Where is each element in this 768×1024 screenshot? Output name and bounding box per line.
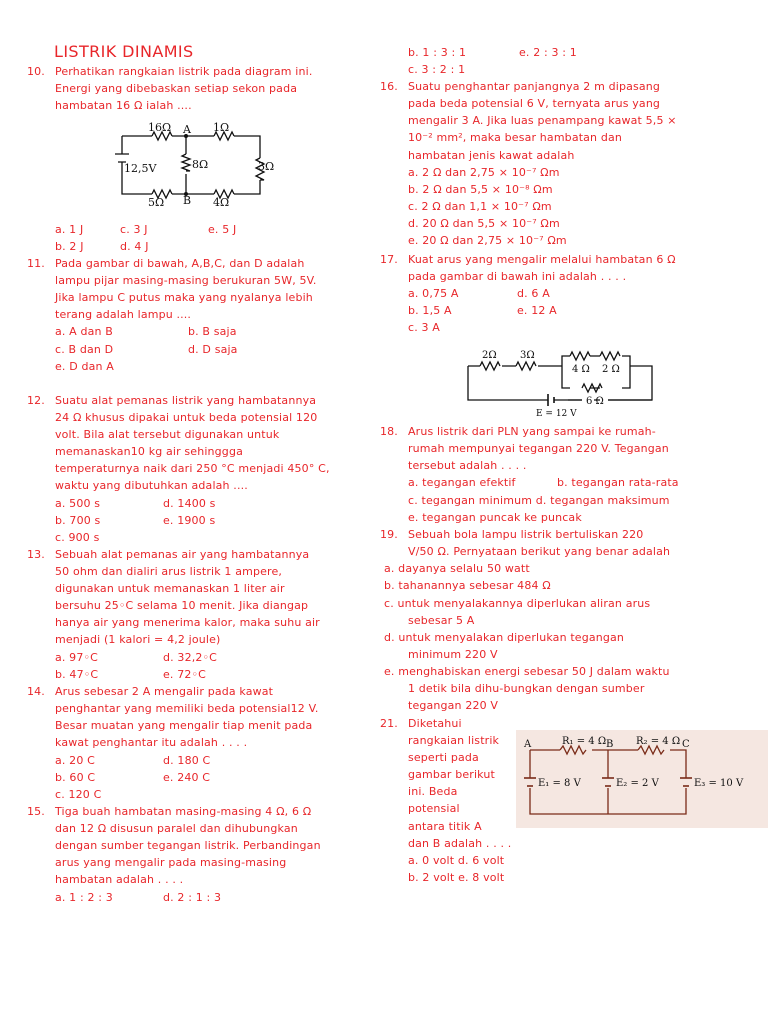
text-line: d. 2 : 1 : 3: [163, 891, 222, 904]
text-line: d. 20 Ω dan 5,5 × 10⁻⁷ Ωm: [408, 217, 560, 230]
text-line: 10.: [27, 65, 45, 78]
text-line: Kuat arus yang mengalir melalui hambatan 6 Ω: [408, 253, 676, 266]
text-line: d. 32,2◦C: [163, 651, 217, 664]
label-4-ohm: 4 Ω: [572, 364, 590, 375]
text-line: Energi yang dibebaskan setiap sekon pada: [55, 82, 298, 95]
text-line: 50 ohm dan dialiri arus listrik 1 ampere,: [55, 565, 283, 578]
text-line: Diketahui: [408, 717, 462, 730]
text-line: a. 2 Ω dan 2,75 × 10⁻⁷ Ωm: [408, 166, 560, 179]
text-line: 18.: [380, 425, 398, 438]
text-line: sebesar 5 A: [408, 614, 475, 627]
label-4-ohm: 4Ω: [213, 196, 230, 208]
text-line: e. menghabiskan energi sebesar 50 J dalam waktu: [384, 665, 670, 678]
text-line: b. 700 s: [55, 514, 101, 527]
text-line: b. tahanannya sebesar 484 Ω: [384, 579, 551, 592]
text-line: waktu yang dibutuhkan adalah ....: [55, 479, 248, 492]
text-line: memanaskan10 kg air sehinggga: [55, 445, 243, 458]
text-line: tersebut adalah . . . .: [408, 459, 527, 472]
text-line: ini. Beda: [408, 785, 458, 798]
text-line: a. dayanya selalu 50 watt: [384, 562, 530, 575]
label-6-ohm: 6 Ω: [586, 396, 604, 407]
text-line: Sebuah bola lampu listrik bertuliskan 220: [408, 528, 644, 541]
text-line: d. 180 C: [163, 754, 211, 767]
text-line: a. tegangan efektif: [408, 476, 516, 489]
label-e1: E₁ = 8 V: [538, 778, 581, 789]
text-line: b. 1 : 3 : 1: [408, 46, 467, 59]
text-line: lampu pijar masing-masing berukuran 5W, 5V.: [55, 274, 317, 287]
text-line: a. 20 C: [55, 754, 95, 767]
text-line: pada beda potensial 6 V, ternyata arus yang: [408, 97, 661, 110]
text-line: rangkaian listrik: [408, 734, 500, 747]
text-line: Tiga buah hambatan masing-masing 4 Ω, 6 Ω: [55, 805, 312, 818]
text-line: Besar muatan yang mengalir tiap menit pada: [55, 719, 313, 732]
text-line: b. 2 J: [55, 240, 84, 253]
text-line: d. 4 J: [120, 240, 149, 253]
text-line: digunakan untuk memanaskan 1 liter air: [55, 582, 285, 595]
text-line: e. 5 J: [208, 223, 237, 236]
text-line: b. 2 volt e. 8 volt: [408, 871, 505, 884]
text-line: volt. Bila alat tersebut digunakan untuk: [55, 428, 280, 441]
text-line: b. B saja: [188, 325, 237, 338]
text-line: e. 240 C: [163, 771, 211, 784]
text-line: a. 1 J: [55, 223, 84, 236]
label-r2: R₂ = 4 Ω: [636, 736, 681, 747]
text-line: arus yang mengalir pada masing-masing: [55, 856, 287, 869]
text-line: e. tegangan puncak ke puncak: [408, 511, 582, 524]
text-line: 13.: [27, 548, 45, 561]
text-line: menjadi (1 kalori = 4,2 joule): [55, 633, 221, 646]
text-line: 17.: [380, 253, 398, 266]
text-line: hambatan 16 Ω ialah ....: [55, 99, 192, 112]
text-line: b. 60 C: [55, 771, 96, 784]
text-line: e. 20 Ω dan 2,75 × 10⁻⁷ Ωm: [408, 234, 567, 247]
label-e2: E₂ = 2 V: [616, 778, 659, 789]
text-line: a. 0 volt d. 6 volt: [408, 854, 505, 867]
circuit-diagram-q21: [516, 730, 768, 828]
text-line: bersuhu 25◦C selama 10 menit. Jika diangap: [55, 599, 309, 612]
text-line: 19.: [380, 528, 398, 541]
label-16-ohm: 16Ω: [148, 121, 172, 134]
text-line: 12.: [27, 394, 45, 407]
text-line: Jika lampu C putus maka yang nyalanya lebih: [55, 291, 313, 304]
text-line: dan B adalah . . . .: [408, 837, 512, 850]
text-line: hambatan adalah . . . .: [55, 873, 184, 886]
text-line: 14.: [27, 685, 45, 698]
text-line: a. 500 s: [55, 497, 101, 510]
text-line: e. 2 : 3 : 1: [519, 46, 577, 59]
page-title: LISTRIK DINAMIS: [54, 42, 194, 61]
text-line: a. 97◦C: [55, 651, 98, 664]
text-line: 16.: [380, 80, 398, 93]
node-a-label: A: [524, 739, 532, 750]
text-line: 15.: [27, 805, 45, 818]
text-line: 21.: [380, 717, 398, 730]
text-line: e. 1900 s: [163, 514, 216, 527]
text-line: minimum 220 V: [408, 648, 498, 661]
label-emf: E = 12 V: [536, 409, 577, 418]
text-line: Perhatikan rangkaian listrik pada diagram ini.: [55, 65, 313, 78]
text-line: c. B dan D: [55, 343, 114, 356]
text-line: c. 2 Ω dan 1,1 × 10⁻⁷ Ωm: [408, 200, 552, 213]
text-line: kawat penghantar itu adalah . . . .: [55, 736, 248, 749]
label-emf: 12,5V: [124, 162, 157, 175]
text-line: 1 detik bila dihu-bungkan dengan sumber: [408, 682, 645, 695]
label-5-ohm: 5Ω: [148, 196, 165, 208]
text-line: Arus sebesar 2 A mengalir pada kawat: [55, 685, 274, 698]
text-line: hambatan jenis kawat adalah: [408, 149, 575, 162]
text-line: gambar berikut: [408, 768, 495, 781]
text-line: mengalir 3 A. Jika luas penampang kawat 5,5 ×: [408, 114, 677, 127]
text-line: b. tegangan rata-rata: [557, 476, 679, 489]
text-line: d. untuk menyalakan diperlukan tegangan: [384, 631, 625, 644]
text-line: c. 3 J: [120, 223, 148, 236]
text-line: temperaturnya naik dari 250 °C menjadi 450° C,: [55, 462, 330, 475]
node-b-label: B: [606, 739, 614, 750]
text-line: V/50 Ω. Pernyataan berikut yang benar adalah: [408, 545, 671, 558]
text-line: rumah mempunyai tegangan 220 V. Tegangan: [408, 442, 669, 455]
text-line: a. 0,75 A: [408, 287, 459, 300]
text-line: hanya air yang menerima kalor, maka suhu air: [55, 616, 320, 629]
text-line: d. 6 A: [517, 287, 550, 300]
text-line: a. 1 : 2 : 3: [55, 891, 113, 904]
node-a-label: A: [183, 123, 191, 136]
label-1-ohm: 1Ω: [213, 121, 230, 134]
text-line: c. 120 C: [55, 788, 102, 801]
text-line: b. 1,5 A: [408, 304, 452, 317]
text-line: Suatu alat pemanas listrik yang hambatannya: [55, 394, 317, 407]
node-c-label: C: [682, 739, 690, 750]
text-line: d. 1400 s: [163, 497, 216, 510]
label-2-ohm-b: 2 Ω: [602, 364, 620, 375]
text-line: 11.: [27, 257, 45, 270]
text-line: Pada gambar di bawah, A,B,C, dan D adalah: [55, 257, 305, 270]
text-line: c. 3 : 2 : 1: [408, 63, 466, 76]
text-line: 24 Ω khusus dipakai untuk beda potensial 120: [55, 411, 318, 424]
node-b-label: B: [183, 194, 192, 207]
text-line: a. A dan B: [55, 325, 113, 338]
text-line: d. D saja: [188, 343, 238, 356]
text-line: tegangan 220 V: [408, 699, 499, 712]
label-3-ohm: 3Ω: [258, 160, 275, 173]
text-line: Sebuah alat pemanas air yang hambatannya: [55, 548, 310, 561]
text-line: e. 12 A: [517, 304, 557, 317]
text-line: b. 2 Ω dan 5,5 × 10⁻⁸ Ωm: [408, 183, 553, 196]
circuit-diagram-q17: [462, 342, 662, 418]
label-8-ohm: 8Ω: [192, 158, 209, 171]
text-line: e. 72◦C: [163, 668, 206, 681]
text-line: penghantar yang memiliki beda potensial12 V.: [55, 702, 319, 715]
label-3-ohm: 3Ω: [520, 350, 535, 361]
text-line: Arus listrik dari PLN yang sampai ke rumah-: [408, 425, 656, 438]
text-line: c. 900 s: [55, 531, 100, 544]
circuit-diagram-q10: [110, 118, 280, 208]
text-line: 10⁻² mm², maka besar hambatan dan: [408, 131, 622, 144]
text-line: c. tegangan minimum d. tegangan maksimum: [408, 494, 670, 507]
text-line: dan 12 Ω disusun paralel dan dihubungkan: [55, 822, 298, 835]
label-e3: E₃ = 10 V: [694, 778, 744, 789]
text-line: seperti pada: [408, 751, 479, 764]
text-line: Suatu penghantar panjangnya 2 m dipasang: [408, 80, 660, 93]
text-line: pada gambar di bawah ini adalah . . . .: [408, 270, 627, 283]
label-r1: R₁ = 4 Ω: [562, 736, 607, 747]
text-line: potensial: [408, 802, 460, 815]
text-line: b. 47◦C: [55, 668, 99, 681]
text-line: antara titik A: [408, 820, 482, 833]
text-line: c. untuk menyalakannya diperlukan aliran arus: [384, 597, 651, 610]
text-line: dengan sumber tegangan listrik. Perbandingan: [55, 839, 321, 852]
text-line: terang adalah lampu ....: [55, 308, 192, 321]
text-line: c. 3 A: [408, 321, 440, 334]
label-2-ohm: 2Ω: [482, 350, 497, 361]
text-line: e. D dan A: [55, 360, 114, 373]
